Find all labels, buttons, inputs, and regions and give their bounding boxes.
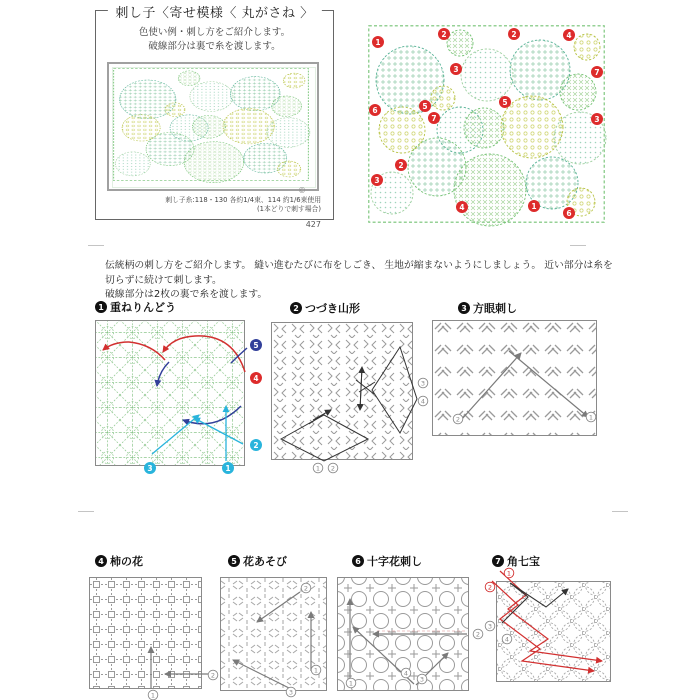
pattern-name: 重ねりんどう — [110, 301, 176, 314]
crop-mark — [78, 511, 94, 512]
page-title: 刺し子〈寄せ模様〈 丸がさね 〉 — [107, 2, 321, 21]
usage-note — [96, 26, 333, 54]
pattern-title-4 — [95, 553, 143, 569]
pattern-title-6 — [352, 553, 422, 569]
pattern-title-3 — [458, 300, 517, 316]
svg-text:2: 2 — [475, 630, 481, 639]
svg-text:6: 6 — [372, 106, 378, 115]
usage-note-line1: 色使い例・刺し方をご紹介します。 — [138, 27, 291, 38]
svg-text:3: 3 — [374, 176, 380, 185]
svg-text:2: 2 — [253, 441, 259, 450]
copyright-icon: © — [298, 186, 306, 195]
pattern-name: つづき山形 — [305, 302, 360, 315]
svg-text:2: 2 — [441, 30, 447, 39]
pattern-number-badge: 4 — [95, 555, 107, 567]
pattern-name: 花あそび — [243, 555, 287, 568]
svg-text:2: 2 — [210, 671, 216, 680]
svg-text:1: 1 — [375, 38, 381, 47]
svg-text:7: 7 — [594, 68, 600, 77]
pattern-diagram-2 — [271, 322, 433, 474]
pattern-name: 方眼刺し — [473, 302, 517, 315]
svg-text:5: 5 — [502, 98, 508, 107]
crop-mark — [88, 245, 104, 246]
svg-text:2: 2 — [398, 161, 404, 170]
svg-text:1: 1 — [506, 569, 512, 578]
svg-text:5: 5 — [422, 102, 428, 111]
thread-caption-line2: (1本どりで刺す場合) — [256, 205, 321, 213]
svg-text:4: 4 — [566, 31, 572, 40]
intro-line2: 破線部分は2枚の裏で糸を渡します。 — [105, 289, 268, 300]
svg-text:4: 4 — [420, 397, 426, 406]
crop-mark — [612, 511, 628, 512]
svg-text:2: 2 — [330, 464, 336, 473]
pattern-preview-frame — [107, 62, 319, 191]
svg-text:7: 7 — [431, 114, 437, 123]
pattern-name: 十字花刺し — [367, 555, 422, 568]
svg-text:2: 2 — [455, 415, 461, 424]
pattern-diagram-6 — [337, 577, 487, 695]
pattern-name: 角七宝 — [507, 555, 540, 568]
usage-note-line2: 破線部分は裏で糸を渡します。 — [148, 41, 281, 52]
svg-text:2: 2 — [511, 30, 517, 39]
crop-mark — [570, 245, 586, 246]
pattern-number-badge: 3 — [458, 302, 470, 314]
svg-text:3: 3 — [487, 622, 493, 631]
svg-text:3: 3 — [288, 688, 294, 697]
intro-text — [105, 259, 615, 303]
pattern-diagram-4 — [89, 577, 219, 700]
svg-text:3: 3 — [420, 379, 426, 388]
thread-caption-line1: 刺し子糸:118・130 各約1/4束、114 約1/6束使用 — [165, 196, 321, 204]
svg-text:1: 1 — [150, 691, 156, 700]
pattern-number-badge: 5 — [228, 555, 240, 567]
pattern-diagram-7 — [476, 561, 616, 685]
svg-text:1: 1 — [225, 464, 231, 473]
svg-text:4: 4 — [504, 635, 510, 644]
svg-text:3: 3 — [594, 115, 600, 124]
pattern-number-badge: 7 — [492, 555, 504, 567]
svg-text:4: 4 — [253, 374, 259, 383]
pattern-title-1 — [95, 299, 176, 315]
pattern-number-badge: 6 — [352, 555, 364, 567]
svg-text:1: 1 — [315, 464, 321, 473]
svg-text:1: 1 — [531, 202, 537, 211]
pattern-name: 柿の花 — [110, 555, 143, 568]
pattern-title-2 — [290, 300, 360, 316]
pattern-number-badge: 1 — [95, 301, 107, 313]
main-pattern-diagram — [368, 25, 605, 223]
pattern-diagram-5 — [220, 577, 332, 699]
svg-text:1: 1 — [313, 666, 319, 675]
intro-line1: 伝統柄の刺し方をご紹介します。 縫い進むたびに布をしごき、 生地が縮まないようにしましょう。 近い部分は糸を切らずに続けて刺します。 — [105, 260, 613, 286]
svg-text:2: 2 — [303, 584, 309, 593]
pattern-diagram-3 — [432, 320, 600, 440]
pattern-diagram-1 — [95, 320, 267, 476]
page-number: 427 — [305, 220, 321, 229]
pattern-number-badge: 2 — [290, 302, 302, 314]
svg-text:5: 5 — [253, 341, 259, 350]
svg-text:4: 4 — [459, 203, 465, 212]
svg-text:3: 3 — [419, 675, 425, 684]
svg-text:2: 2 — [487, 583, 493, 592]
svg-text:1: 1 — [348, 679, 354, 688]
svg-text:6: 6 — [566, 209, 572, 218]
svg-text:3: 3 — [453, 65, 459, 74]
svg-text:3: 3 — [147, 464, 153, 473]
svg-text:1: 1 — [588, 413, 594, 422]
title-box — [95, 6, 334, 229]
pattern-title-5 — [228, 553, 287, 569]
thread-caption — [151, 196, 321, 214]
svg-text:4: 4 — [403, 669, 409, 678]
pattern-preview-image — [112, 67, 316, 188]
